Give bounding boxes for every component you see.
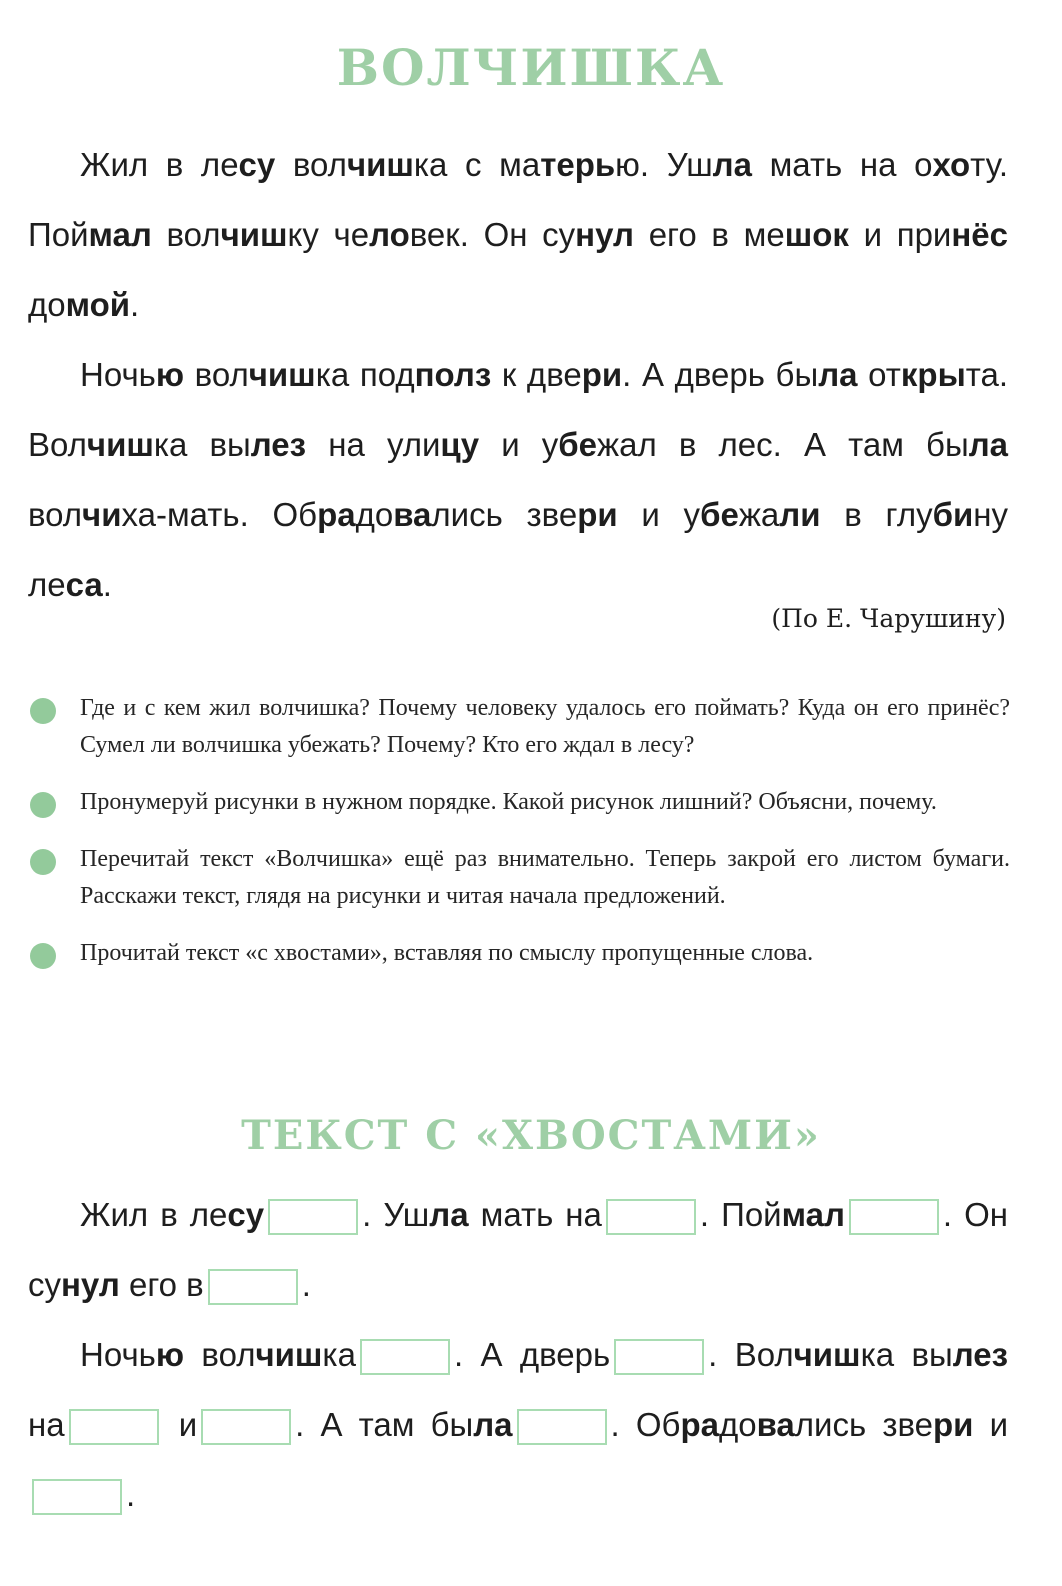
text-segment: ка вы: [153, 426, 251, 463]
bullet-icon: [30, 943, 56, 969]
text-segment: . А там бы: [295, 1406, 474, 1443]
task-item: [30, 841, 1010, 915]
stressed-syllable: ла: [968, 426, 1009, 463]
fill-in-text: [28, 1180, 1008, 1530]
stressed-syllable: нул: [575, 216, 634, 253]
stressed-syllable: ла: [473, 1406, 513, 1443]
task-item: [30, 784, 1010, 821]
text-segment: . Пой: [699, 1196, 782, 1233]
text-segment: ка: [322, 1336, 356, 1373]
stressed-syllable: ю: [155, 356, 185, 393]
stressed-syllable: бе: [700, 496, 739, 533]
text-segment: . Вол: [708, 1336, 794, 1373]
text-segment: ту. Пой: [28, 146, 1008, 253]
task-text: Прочитай текст «с хвостами», вставляя по смыслу пропущенные слова.: [80, 940, 814, 966]
stressed-syllable: ва: [393, 496, 432, 533]
text-segment: ка вы: [860, 1336, 953, 1373]
text-segment: вол: [184, 1336, 256, 1373]
stressed-syllable: лез: [952, 1336, 1008, 1373]
text-segment: Ночь: [80, 1336, 156, 1373]
stressed-syllable: ю: [155, 1336, 185, 1373]
stressed-syllable: цу: [440, 426, 480, 463]
stressed-syllable: чиш: [220, 216, 288, 253]
story-text: [28, 130, 1008, 620]
text-segment: Жил в ле: [80, 146, 239, 183]
stressed-syllable: ра: [680, 1406, 719, 1443]
text-segment: в глу: [820, 496, 933, 533]
bullet-icon: [30, 698, 56, 724]
text-segment: вол: [275, 146, 347, 183]
text-segment: от: [857, 356, 901, 393]
stressed-syllable: ри: [581, 356, 623, 393]
stressed-syllable: чиш: [346, 146, 414, 183]
answer-blank[interactable]: [606, 1199, 696, 1235]
stressed-syllable: полз: [414, 356, 492, 393]
fill-in-paragraph-2: [28, 1320, 1008, 1530]
bullet-icon: [30, 849, 56, 875]
text-segment: .: [130, 286, 140, 323]
text-segment: ку че: [287, 216, 370, 253]
stressed-syllable: би: [932, 496, 974, 533]
text-segment: до: [718, 1406, 757, 1443]
text-segment: к две: [491, 356, 582, 393]
text-segment: . А дверь: [453, 1336, 611, 1373]
answer-blank[interactable]: [360, 1339, 450, 1375]
text-segment: ка под: [315, 356, 415, 393]
stressed-syllable: мой: [65, 286, 131, 323]
stressed-syllable: ли: [779, 496, 821, 533]
stressed-syllable: ла: [429, 1196, 469, 1233]
stressed-syllable: чиш: [793, 1336, 861, 1373]
stressed-syllable: чи: [82, 496, 122, 533]
text-segment: мать на: [468, 1196, 602, 1233]
text-segment: его в: [119, 1266, 204, 1303]
text-segment: жа: [738, 496, 780, 533]
text-segment: та. Вол: [28, 356, 1009, 463]
text-segment: ну ле: [28, 496, 1008, 603]
stressed-syllable: ри: [932, 1406, 974, 1443]
text-segment: и: [162, 1406, 198, 1443]
author-attribution: (По Е. Чарушину): [771, 604, 1006, 633]
stressed-syllable: ла: [818, 356, 858, 393]
text-segment: . Он су: [28, 1196, 1009, 1303]
stressed-syllable: нёс: [951, 216, 1008, 253]
answer-blank[interactable]: [208, 1269, 298, 1305]
text-segment: Жил в ле: [80, 1196, 228, 1233]
fill-in-paragraph-1: [28, 1180, 1008, 1320]
stressed-syllable: чиш: [255, 1336, 323, 1373]
stressed-syllable: лез: [250, 426, 307, 463]
stressed-syllable: ва: [756, 1406, 795, 1443]
stressed-syllable: чиш: [248, 356, 316, 393]
task-text: Перечитай текст «Волчишка» ещё раз внимательно. Теперь закрой его листом бумаги. Расскажи текст, глядя на рисунки и читая начала предложений.: [80, 846, 1010, 909]
text-segment: жал в лес. А там бы: [597, 426, 969, 463]
text-segment: вол: [28, 496, 83, 533]
text-segment: и у: [617, 496, 701, 533]
answer-blank[interactable]: [517, 1409, 607, 1445]
task-list: [30, 690, 1010, 992]
text-segment: .: [126, 1476, 136, 1513]
text-segment: Ночь: [80, 356, 156, 393]
text-segment: .: [102, 566, 112, 603]
text-segment: до: [28, 286, 66, 323]
stressed-syllable: ло: [369, 216, 410, 253]
story-paragraph-1: [28, 130, 1008, 340]
stressed-syllable: шок: [784, 216, 849, 253]
text-segment: мать на о: [752, 146, 933, 183]
task-text: Пронумеруй рисунки в нужном порядке. Какой рисунок лишний? Объясни, почему.: [80, 789, 937, 815]
stressed-syllable: терь: [540, 146, 616, 183]
text-segment: на: [28, 1406, 65, 1443]
page-title: ВОЛЧИШКА: [336, 38, 726, 97]
task-text: Где и с кем жил волчишка? Почему человеку удалось его поймать? Куда он его принёс? Сумел ли волчишка убежать? Почему? Кто его ждал в лесу?: [80, 695, 1010, 758]
text-segment: ка с ма: [413, 146, 541, 183]
answer-blank[interactable]: [614, 1339, 704, 1375]
text-segment: ха-мать. Об: [121, 496, 318, 533]
answer-blank[interactable]: [849, 1199, 939, 1235]
text-segment: вол: [151, 216, 221, 253]
text-segment: до: [355, 496, 394, 533]
answer-blank[interactable]: [69, 1409, 159, 1445]
task-item: [30, 690, 1010, 764]
stressed-syllable: хо: [932, 146, 971, 183]
answer-blank[interactable]: [32, 1479, 122, 1515]
stressed-syllable: нул: [61, 1266, 120, 1303]
text-segment: . Уш: [362, 1196, 430, 1233]
stressed-syllable: ла: [712, 146, 752, 183]
bullet-icon: [30, 792, 56, 818]
text-segment: и у: [479, 426, 559, 463]
stressed-syllable: са: [65, 566, 103, 603]
task-item: [30, 935, 1010, 972]
stressed-syllable: мал: [88, 216, 152, 253]
stressed-syllable: бе: [558, 426, 598, 463]
text-segment: его в ме: [634, 216, 785, 253]
stressed-syllable: ра: [317, 496, 356, 533]
text-segment: на ули: [306, 426, 441, 463]
stressed-syllable: су: [238, 146, 276, 183]
section-title: ТЕКСТ С «ХВОСТАМИ»: [241, 1112, 821, 1159]
text-segment: . Об: [610, 1406, 681, 1443]
text-segment: и: [973, 1406, 1009, 1443]
text-segment: ю. Уш: [615, 146, 713, 183]
answer-blank[interactable]: [201, 1409, 291, 1445]
story-paragraph-2: [28, 340, 1008, 620]
stressed-syllable: су: [227, 1196, 265, 1233]
stressed-syllable: кры: [900, 356, 966, 393]
answer-blank[interactable]: [268, 1199, 358, 1235]
text-segment: век. Он су: [409, 216, 576, 253]
text-segment: лись зве: [794, 1406, 933, 1443]
stressed-syllable: чиш: [86, 426, 154, 463]
stressed-syllable: мал: [781, 1196, 845, 1233]
text-segment: вол: [184, 356, 249, 393]
text-segment: и при: [848, 216, 952, 253]
text-segment: лись зве: [431, 496, 578, 533]
stressed-syllable: ри: [577, 496, 618, 533]
text-segment: .: [301, 1266, 311, 1303]
text-segment: . А дверь бы: [622, 356, 819, 393]
